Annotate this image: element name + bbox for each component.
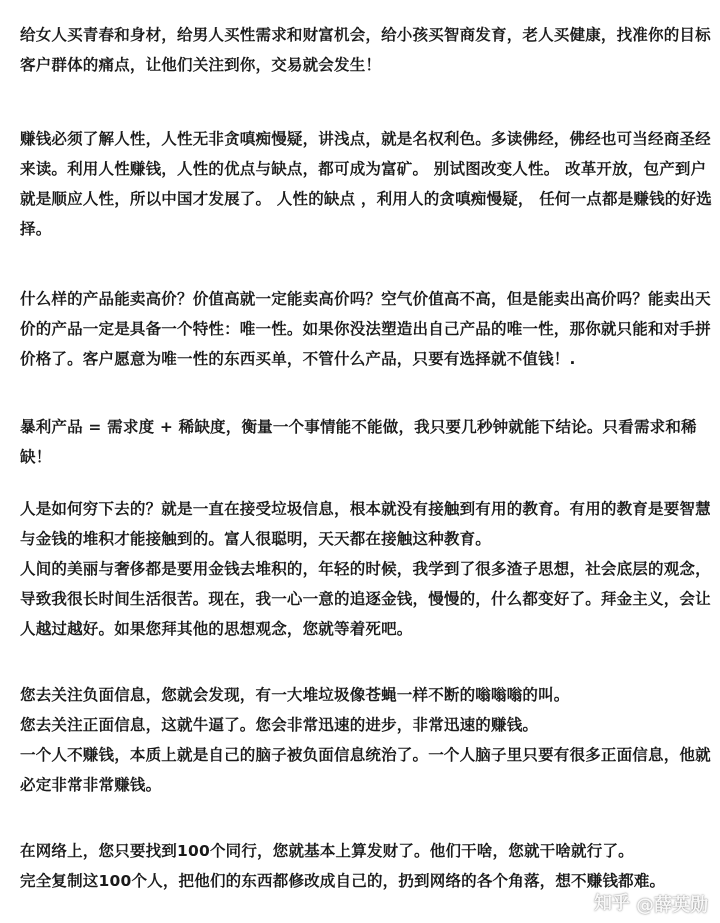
text-line: 价的产品一定是具备一个特性：唯一性。如果你没法塑造出自己产品的唯一性，那你就只能和对手拼 [20,320,711,338]
text-line: 完全复制这100个人，把他们的东西都修改成自己的，扔到网络的各个角落，想不赚钱都难。 [20,872,666,890]
paragraph-online-peers [20,836,702,896]
text-line: 赚钱必须了解人性，人性无非贪嗔痴慢疑，讲浅点，就是名权利色。多读佛经，佛经也可当经商圣经 [20,130,711,148]
text-line: 导致我很长时间生活很苦。现在，我一心一意的追逐金钱，慢慢的，什么都变好了。拜金主义，会让 [20,590,711,608]
text-line: 来读。利用人性赚钱，人性的优点与缺点，都可成为富矿。 别试图改变人性。 改革开放，包产到户 [20,160,707,178]
paragraph-high-price-product [20,284,711,374]
text-line: 您去关注负面信息，您就会发现，有一大堆垃圾像苍蝇一样不断的嗡嗡嗡的叫。 [20,686,570,704]
text-line: 缺！ [20,448,52,466]
zhihu-logo-icon: 知乎 [594,893,630,914]
paragraph-information [20,680,711,800]
paragraph-profit-formula [20,412,702,472]
text-line: 必定非常非常赚钱。 [20,776,162,794]
zhihu-watermark [594,891,708,917]
text-line: 就是顺应人性，所以中国才发展了。 人性的缺点 ，利用人的贪嗔痴慢疑， 任何一点都是赚钱的好选 [20,190,712,208]
text-line: 人是如何穷下去的？就是一直在接受垃圾信息，根本就没有接触到有用的教育。有用的教育是要智慧 [20,500,711,518]
paragraph-target-customers [20,20,711,80]
text-line: 择。 [20,220,52,238]
text-line: 什么样的产品能卖高价？价值高就一定能卖高价吗？空气价值高不高，但是能卖出高价吗？能卖出天 [20,290,711,308]
paragraph-poverty [20,494,711,644]
text-line: 价格了。客户愿意为唯一性的东西买单，不管什么产品，只要有选择就不值钱！. [20,350,576,368]
watermark-author: @薛英勋 [636,895,708,916]
text-line: 一个人不赚钱，本质上就是自己的脑子被负面信息统治了。一个人脑子里只要有很多正面信息，他就 [20,746,711,764]
text-line: 人越过越好。如果您拜其他的思想观念，您就等着死吧。 [20,620,413,638]
text-line: 您去关注正面信息，这就牛逼了。您会非常迅速的进步，非常迅速的赚钱。 [20,716,539,734]
text-line: 与金钱的堆积才能接触到的。富人很聪明，天天都在接触这种教育。 [20,530,492,548]
text-line: 客户群体的痛点，让他们关注到你，交易就会发生！ [20,56,382,74]
text-line: 在网络上，您只要找到100个同行，您就基本上算发财了。他们干啥，您就干啥就行了。 [20,842,634,860]
text-line: 人间的美丽与奢侈都是要用金钱去堆积的，年轻的时候，我学到了很多渣子思想，社会底层的观念， [20,560,711,578]
text-line: 给女人买青春和身材，给男人买性需求和财富机会，给小孩买智商发育，老人买健康，找准你的目标 [20,26,711,44]
paragraph-human-nature [20,124,712,244]
text-line: 暴利产品 = 需求度 + 稀缺度，衡量一个事情能不能做，我只要几秒钟就能下结论。只看需求和稀 [20,418,697,436]
